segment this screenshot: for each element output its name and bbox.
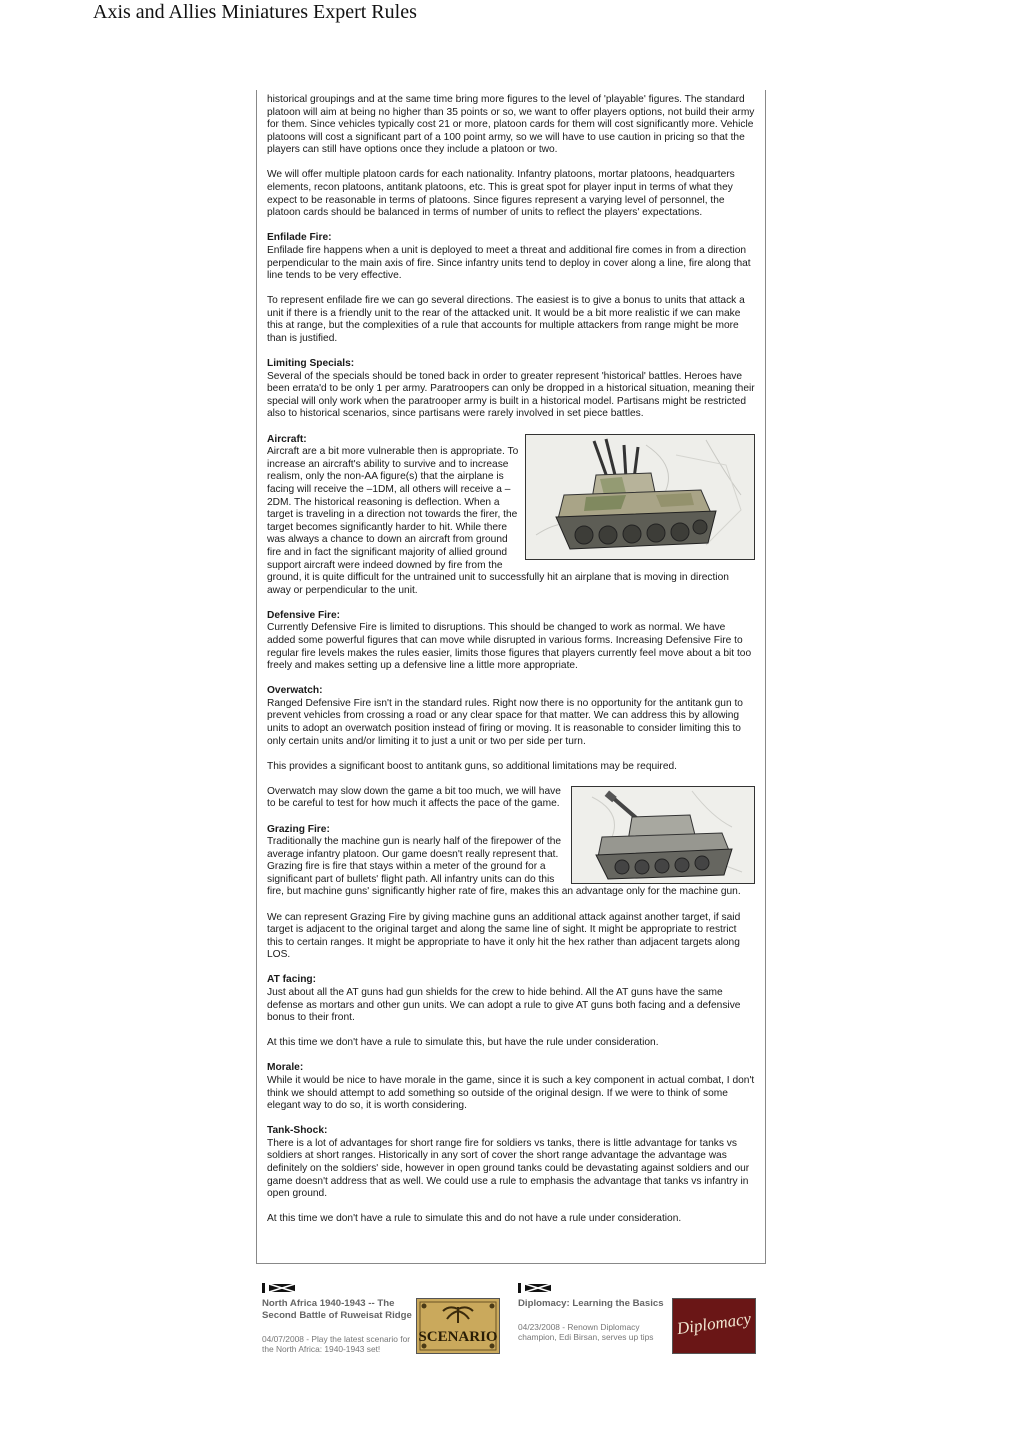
related-articles <box>262 1282 762 1362</box>
flag-icon <box>262 1282 302 1294</box>
section-heading-limiting-specials: Limiting Specials: <box>267 358 355 370</box>
tiger-tank-illustration <box>571 786 755 884</box>
aa-tank-illustration <box>525 434 755 560</box>
aircraft-paragraph: Aircraft are a bit more vulnerable then is appropriate. To increase an aircraft's ability to survive and to increase realism, only the non-AA figure(s) that the airplane is facing will receive the –1DM, all others will receive a –2DM. The historical reasoning is deflection. When a target is traveling in a direction not towards the firer, the target becomes significantly harder to hit. While there was always a chance to down an aircraft from ground fire and in fact the significant majority of allied ground support aircraft were indeed downed by fire from the ground, it is quite difficult for the untrained unit to successfully hit an airplane that is moving in direction away or perpendicular to the unit. <box>267 446 729 596</box>
promo-card-north-africa[interactable] <box>262 1282 502 1360</box>
at-facing-paragraph: At this time we don't have a rule to simulate this, but have the rule under consideration. <box>267 1037 659 1049</box>
diplomacy-label: Diplomacy <box>675 1308 753 1339</box>
promo-title-link[interactable]: Diplomacy: Learning the Basics <box>518 1298 664 1309</box>
section-heading-tank-shock: Tank-Shock: <box>267 1125 328 1137</box>
overwatch-paragraph: This provides a significant boost to antitank guns, so additional limitations may be required. <box>267 760 677 772</box>
scenario-label: SCENARIO <box>418 1329 498 1345</box>
scenario-thumbnail[interactable] <box>416 1298 500 1354</box>
overwatch-paragraph: Ranged Defensive Fire isn't in the standard rules. Right now there is no opportunity for the antitank gun to prevent vehicles from crossing a road or any clear space for that matter. We can address this by allowing units to adopt an overwatch position instead of firing or moving. It is reasonable to consider limiting this to only certain units and/or limiting it to just a unit or two per side per turn. <box>267 697 743 747</box>
grazing-fire-paragraph: We can represent Grazing Fire by giving machine guns an additional attack against another target, if said target is adjacent to the original target and along the same line of sight. It might be appropriate to restrict this to certain ranges. It might be appropriate to have it only hit the hex rather than adjacent targets along LOS. <box>267 911 741 961</box>
promo-description: 04/23/2008 - Renown Diplomacy champion, Edi Birsan, serves up tips <box>518 1322 654 1342</box>
intro-paragraph: historical groupings and at the same time bring more figures to the level of 'playable' figures. The standard platoon will aim at being no higher than 35 points or so, we want to offer players options, not build their army for them. Since vehicles typically cost 21 or more, platoon cards for them will cost significantly more. Vehicle platoons will cost a significant part of a 100 point army, so we will have to use caution in pricing so that the players can still have options once they include a platoon or two. <box>267 94 755 156</box>
overwatch-paragraph: Overwatch may slow down the game a bit too much, we will have to be careful to test for how much it affects the pace of the game. <box>267 785 561 810</box>
defensive-fire-paragraph: Currently Defensive Fire is limited to disruptions. This should be changed to work as normal. We have added some powerful figures that can move while disrupted in various forms. Increasing Defensive Fire to regular fire levels makes the rules easier, limits those figures that players currently feel move about a bit too freely and makes setting up a defensive line a little more appropriate. <box>267 622 752 672</box>
at-facing-paragraph: Just about all the AT guns had gun shields for the crew to hide behind. All the AT guns have the same defense as mortars and other gun units. We can adopt a rule to give AT guns both facing and a defensive bonus to their front. <box>267 987 741 1024</box>
section-heading-defensive-fire: Defensive Fire: <box>267 609 341 621</box>
diplomacy-thumbnail[interactable] <box>672 1298 756 1354</box>
tank-shock-paragraph: At this time we don't have a rule to simulate this and do not have a rule under consideration. <box>267 1213 682 1225</box>
tank-shock-paragraph: There is a lot of advantages for short range fire for soldiers vs tanks, there is little advantage for tanks vs soldiers at short ranges. Historically in any sort of cover the short range advantage the advantage was definitely on the soldiers' side, however in open ground tanks could be devastating against soldiers and our game doesn't address that as well. We could use a rule to emphasis the advantage that tanks vs infantry in open ground. <box>267 1137 750 1200</box>
section-heading-grazing-fire: Grazing Fire: <box>267 823 330 835</box>
section-heading-at-facing: AT facing: <box>267 974 317 986</box>
section-heading-enfilade: Enfilade Fire: <box>267 232 332 244</box>
section-heading-overwatch: Overwatch: <box>267 685 323 697</box>
promo-title-link[interactable]: North Africa 1940-1943 -- The Second Battle of Ruweisat Ridge <box>262 1298 412 1321</box>
limiting-specials-paragraph: Several of the specials should be toned back in order to greater represent 'historical' battles. Heroes have been errata'd to be only 1 per army. Paratroopers can only be dropped in a historical situation, meaning their special will only work when the paratrooper army is built in a historical model. Partisans might be restricted also to historical scenarios, since partisans were rarely involved in set piece battles. <box>267 370 755 420</box>
enfilade-paragraph: Enfilade fire happens when a unit is deployed to meet a threat and additional fire comes in from a direction perpendicular to the main axis of fire. Since infantry units tend to deploy in cover along a line, fire along that line tends to be very effective. <box>267 244 751 282</box>
section-heading-aircraft: Aircraft: <box>267 433 307 445</box>
flag-icon <box>518 1282 558 1294</box>
promo-description: 04/07/2008 - Play the latest scenario for the North Africa: 1940-1943 set! <box>262 1334 411 1354</box>
enfilade-paragraph: To represent enfilade fire we can go several directions. The easiest is to give a bonus to units that attack a unit if there is a friendly unit to the rear of the attacked unit. It would be a bit more realistic if we can make this at range, but the complexities of a rule that accounts for multiple attackers from range might be more than is justified. <box>267 295 745 344</box>
morale-paragraph: While it would be nice to have morale in the game, since it is such a key component in actual combat, I don't think we should attempt to add something so outside of the original design. If we were to think of some elegant way to do so, it is worth considering. <box>267 1075 755 1112</box>
grazing-fire-paragraph: Traditionally the machine gun is nearly half of the firepower of the average infantry platoon. Our game doesn't really represent that. Grazing fire is fire that stays within a meter of the ground for a significant part of bullets' flight path. All infantry units can do this fire, but machine guns' significantly higher rate of fire, makes this an advantage only for the machine gun. <box>267 836 741 898</box>
page-title: Axis and Allies Miniatures Expert Rules <box>93 1 417 23</box>
section-heading-morale: Morale: <box>267 1062 304 1074</box>
promo-card-diplomacy[interactable] <box>518 1282 758 1360</box>
intro-paragraph: We will offer multiple platoon cards for each nationality. Infantry platoons, mortar platoons, headquarters elements, recon platoons, antitank platoons, etc. This is great spot for player input in terms of what they expect to be reasonable in terms of platoons. Since figures represent a varying level of personnel, the platoon cards should be balanced in terms of number of units to reflect the players' expectations. <box>267 169 735 219</box>
article-body <box>256 90 766 1264</box>
